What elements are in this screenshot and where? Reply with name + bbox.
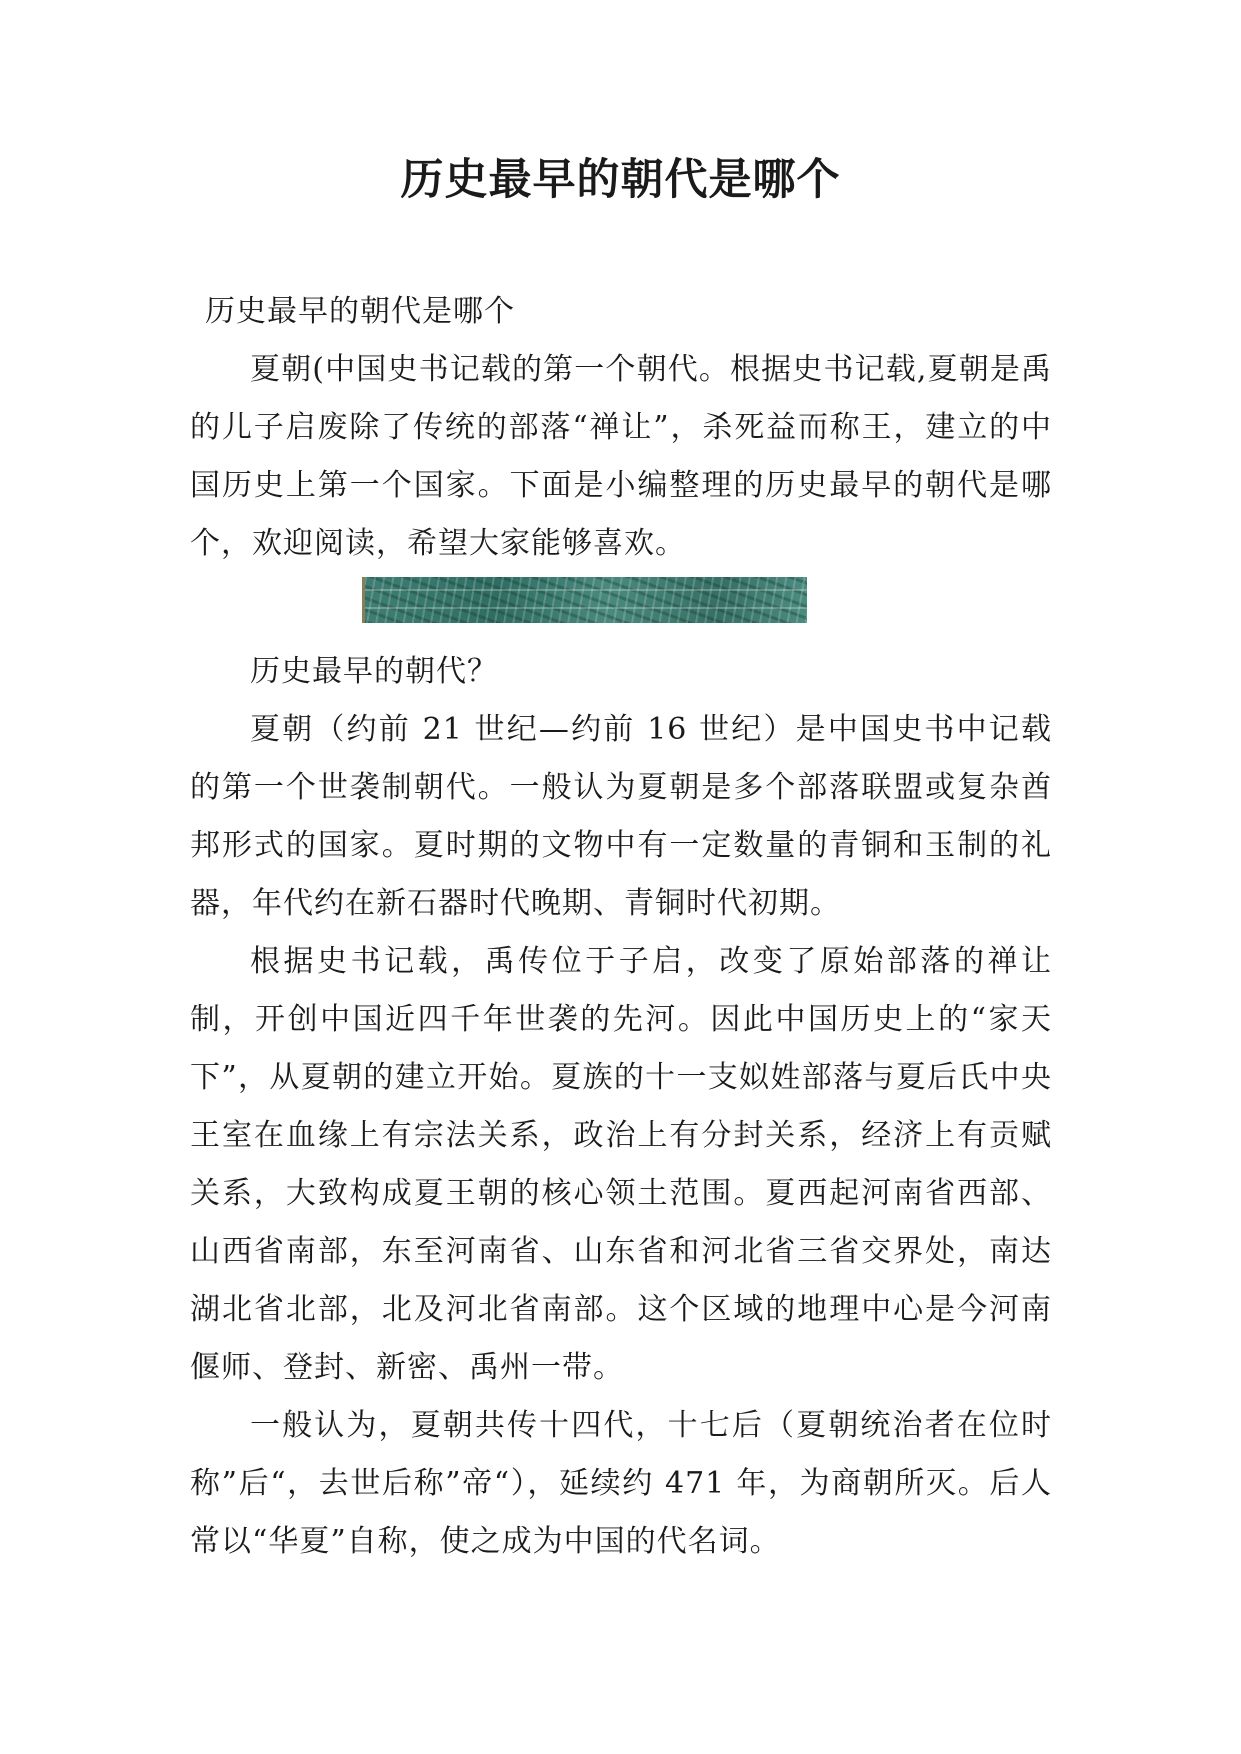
paragraph: 夏朝（约前 21 世纪—约前 16 世纪）是中国史书中记载的第一个世袭制朝代。一般认为夏朝是多个部落联盟或复杂酋邦形式的国家。夏时期的文物中有一定数量的青铜和玉制的礼器，年代约在新石器时代晚期、青铜时代初期。 — [190, 712, 1052, 921]
article-subtitle: 历史最早的朝代是哪个 — [205, 294, 515, 329]
article-image — [362, 577, 807, 623]
section-question: 历史最早的朝代？ — [250, 654, 498, 689]
paragraph: 一般认为，夏朝共传十四代，十七后（夏朝统治者在位时称”后“，去世后称”帝“），延续约 471 年，为商朝所灭。后人常以“华夏”自称，使之成为中国的代名词。 — [190, 1408, 1052, 1559]
document-body — [190, 283, 1052, 1571]
intro-paragraph: 夏朝(中国史书记载的第一个朝代。根据史书记载,夏朝是禹的儿子启废除了传统的部落“禅让”，杀死益而称王，建立的中国历史上第一个国家。下面是小编整理的历史最早的朝代是哪个，欢迎阅读，希望大家能够喜欢。 — [190, 352, 1052, 561]
document-title: 历史最早的朝代是哪个 — [400, 155, 841, 205]
paragraph: 根据史书记载，禹传位于子启，改变了原始部落的禅让制，开创中国近四千年世袭的先河。因此中国历史上的“家天下”，从夏朝的建立开始。夏族的十一支姒姓部落与夏后氏中央王室在血缘上有宗法关系，政治上有分封关系，经济上有贡赋关系，大致构成夏王朝的核心领土范围。夏西起河南省西部、山西省南部，东至河南省、山东省和河北省三省交界处，南达湖北省北部，北及河北省南部。这个区域的地理中心是今河南偃师、登封、新密、禹州一带。 — [190, 944, 1052, 1385]
